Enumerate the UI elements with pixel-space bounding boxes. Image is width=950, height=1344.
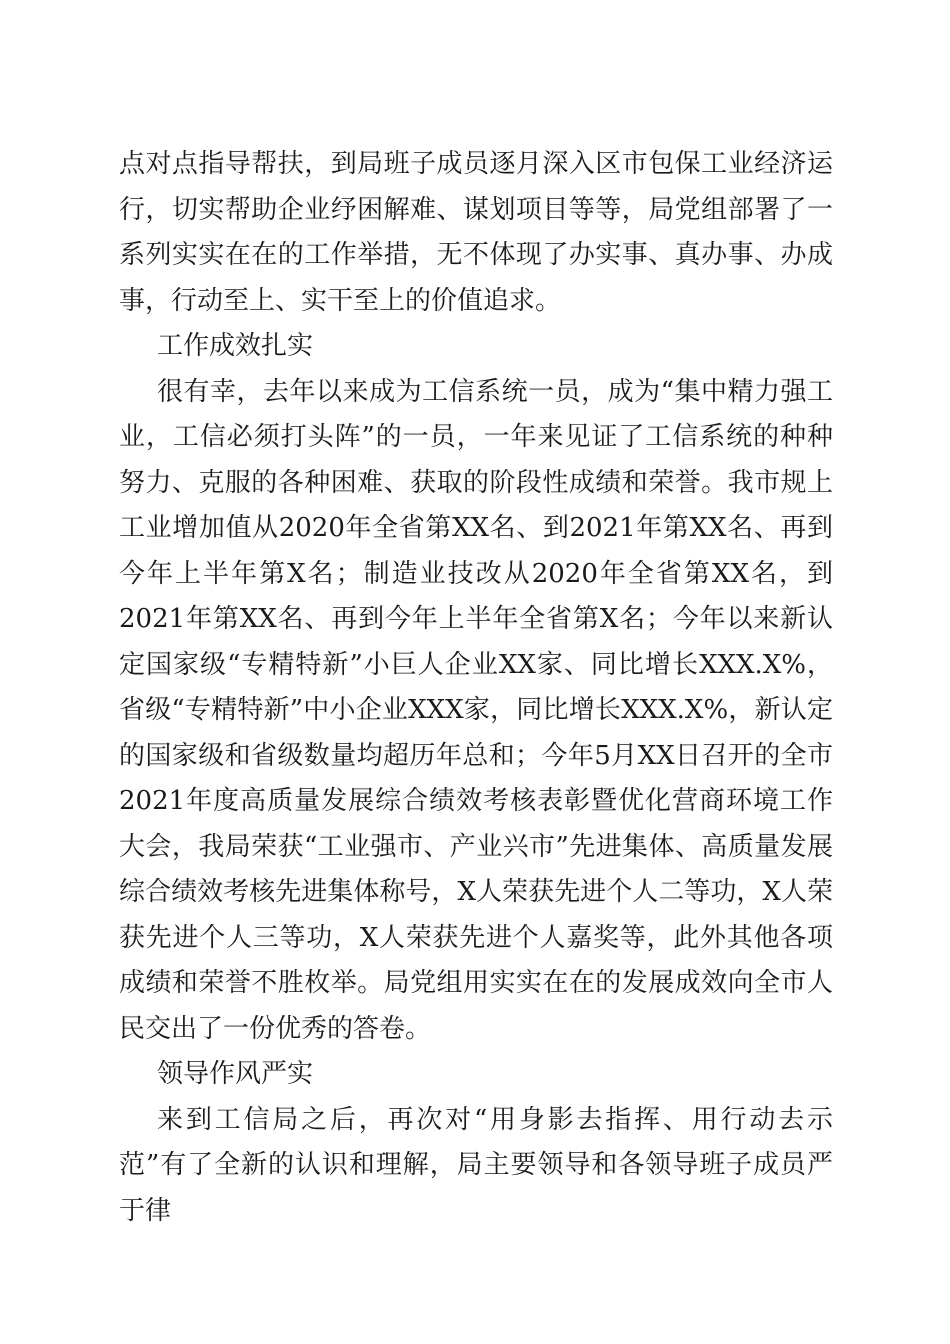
section-heading-leadership-style: 领导作风严实 (157, 1059, 314, 1089)
paragraph-leadership-style: 来到工信局之后，再次对“用身影去指挥、用行动去示范”有了全新的认识和理解，局主要领导和各领导班子成员严于律 (119, 1104, 833, 1226)
document-body (119, 142, 833, 1234)
paragraph-work-results: 很有幸，去年以来成为工信系统一员，成为“集中精力强工业，工信必须打头阵”的一员，一年来见证了工信系统的种种努力、克服的各种困难、获取的阶段性成绩和荣誉。我市规上工业增加值从2020年全省第XX名、到2021年第XX名、再到今年上半年第X名；制造业技改从2020年全省第XX名，到2021年第XX名、再到今年上半年全省第X名；今年以来新认定国家级“专精特新”小巨人企业XX家、同比增长XXX.X%，省级“专精特新”中小企业XXX家，同比增长XXX.X%，新认定的国家级和省级数量均超历年总和；今年5月XX日召开的全市2021年度高质量发展综合绩效考核表彰暨优化营商环境工作大会，我局荣获“工业强市、产业兴市”先进集体、高质量发展综合绩效考核先进集体称号，X人荣获先进个人二等功，X人荣获先进个人三等功，X人荣获先进个人嘉奖等，此外其他各项成绩和荣誉不胜枚举。局党组用实实在在的发展成效向全市人民交出了一份优秀的答卷。 (119, 376, 833, 1044)
paragraph-continued: 点对点指导帮扶，到局班子成员逐月深入区市包保工业经济运行，切实帮助企业纾困解难、谋划项目等等，局党组部署了一系列实实在在的工作举措，无不体现了办实事、真办事、办成事，行动至上、实干至上的价值追求。 (119, 149, 833, 316)
section-heading-work-results: 工作成效扎实 (157, 331, 314, 361)
